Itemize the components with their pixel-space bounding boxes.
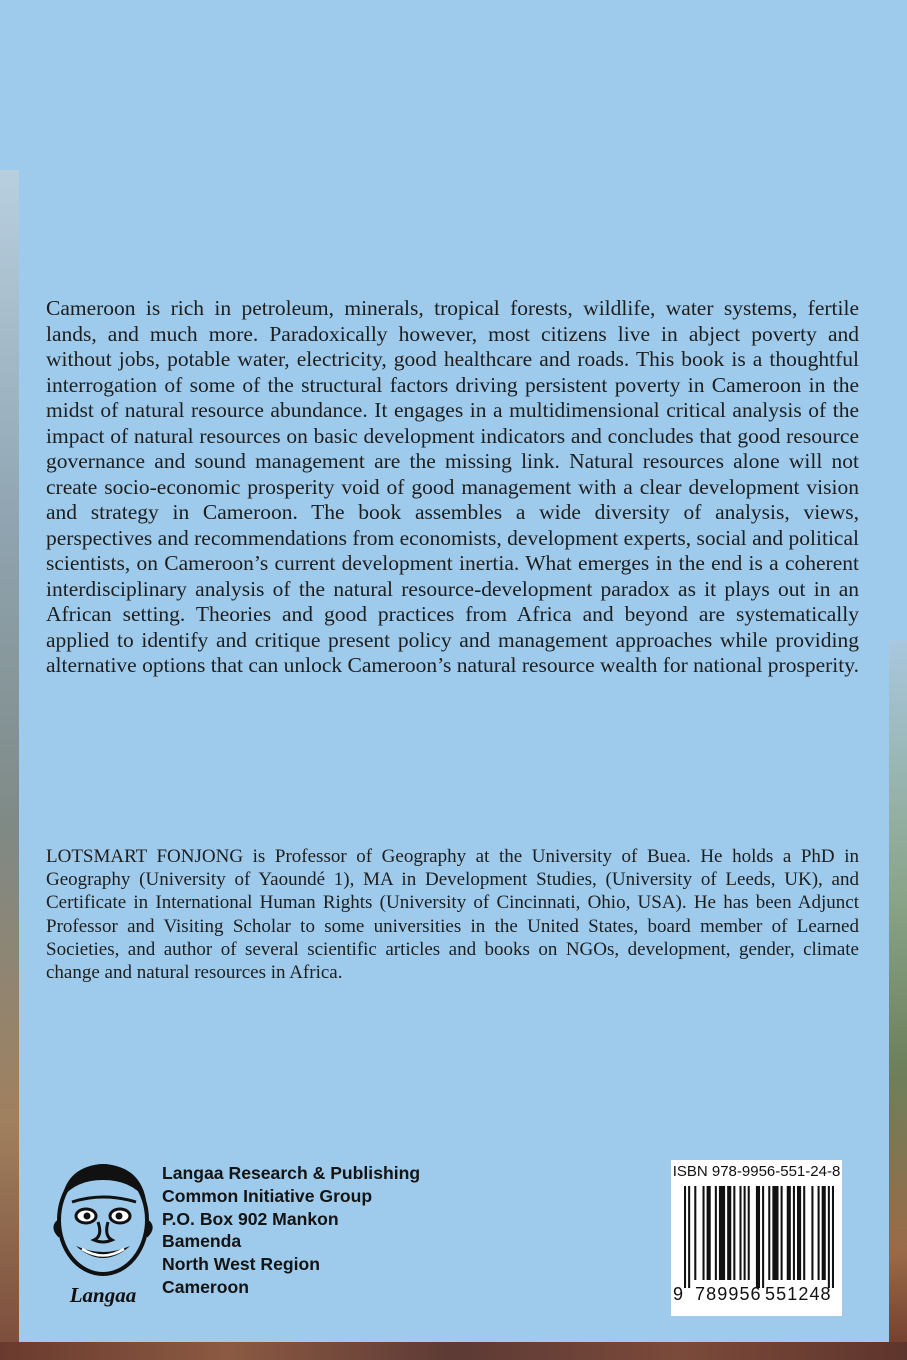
publisher-line: Langaa Research & Publishing — [162, 1163, 421, 1183]
book-blurb: Cameroon is rich in petroleum, minerals, tropical forests, wildlife, water systems, fertile lands, and much more. Paradoxically however, most citizens live in abject poverty and without jobs, potable water, electricity, good healthcare and roads. This book is a thoughtful interrogation of some of the structural factors driving persistent poverty in Cameroon in the midst of natural resource abundance. It engages in a multidimensional critical analysis of the impact of natural resources on basic development indicators and concludes that good resource governance and sound management are the missing link. Natural resources alone will not create socio-economic prosperity void of good management with a clear development vision and strategy in Cameroon. The book assembles a wide diversity of analysis, views, perspectives and recommendations from economists, development experts, social and political scientists, on Cameroon’s current development inertia. What emerges in the end is a coherent interdisciplinary analysis of the natural resource-development paradox as it plays out in an African setting. Theories and good practices from Africa and beyond are systematically applied to identify and critique present policy and management approaches while providing alternative options that can unlock Cameroon’s natural resource wealth for national prosperity. — [46, 296, 859, 677]
barcode-digit-group-2: 551248 — [765, 1284, 832, 1304]
publisher-line: North West Region — [162, 1254, 321, 1275]
barcode-bar — [828, 1186, 830, 1288]
barcode-bar — [744, 1186, 746, 1280]
barcode-bar — [715, 1186, 717, 1280]
barcode-bar — [733, 1186, 735, 1280]
barcode-bar — [811, 1186, 813, 1280]
isbn-label: ISBN 978-9956-551-24-8 — [672, 1163, 841, 1180]
barcode-digit-lead: 9 — [673, 1284, 684, 1304]
barcode-bar — [694, 1186, 696, 1280]
author-bio: LOTSMART FONJONG is Professor of Geography at the University of Buea. He holds a PhD in Geography (University of Yaoundé 1), MA in Development Studies, (University of Leeds, UK), and Certificate in International Human Rights (University of Cincinnati, Ohio, USA). He has been Adjunct Professor and Visiting Scholar to some universities in the United States, board member of Learned Societies, and author of several scientific articles and books on NGOs, development, gender, climate change and natural resources in Africa. — [46, 846, 859, 984]
barcode-bar — [739, 1186, 741, 1280]
barcode-bar — [702, 1186, 704, 1280]
barcode-bar — [781, 1186, 783, 1280]
barcode-bar — [684, 1186, 686, 1288]
background-photo-bottom-strip — [0, 1342, 907, 1360]
barcode-bar — [688, 1186, 690, 1288]
isbn-barcode-box — [671, 1160, 842, 1316]
publisher-line: Cameroon — [162, 1276, 250, 1297]
barcode-bar — [748, 1186, 750, 1280]
barcode-bar — [707, 1186, 711, 1280]
barcode-bar — [818, 1186, 820, 1280]
publisher-address — [162, 1162, 420, 1299]
barcode-bar — [803, 1186, 805, 1280]
barcode-bar — [756, 1186, 760, 1288]
barcode-bar — [772, 1186, 778, 1280]
background-photo-left-strip — [0, 170, 19, 1360]
barcode-bar — [832, 1186, 834, 1288]
barcode-bar — [762, 1186, 764, 1288]
barcode-bar — [719, 1186, 725, 1280]
langaa-logo — [48, 1158, 158, 1308]
background-photo-right-strip — [889, 640, 907, 1360]
barcode-bar — [797, 1186, 801, 1280]
barcode-bar — [787, 1186, 791, 1280]
publisher-line: P.O. Box 902 Mankon — [162, 1208, 339, 1229]
langaa-face-logo-icon — [48, 1158, 158, 1286]
logo-caption: Langaa — [69, 1283, 137, 1307]
barcode-bar — [822, 1186, 826, 1280]
barcode-bar — [768, 1186, 770, 1280]
publisher-line: Common Initiative Group — [162, 1185, 373, 1206]
barcode-bar — [793, 1186, 795, 1280]
barcode-digit-group-1: 789956 — [695, 1284, 762, 1304]
barcode-bar — [727, 1186, 731, 1280]
barcode-icon — [684, 1186, 834, 1288]
publisher-line: Bamenda — [162, 1231, 242, 1252]
